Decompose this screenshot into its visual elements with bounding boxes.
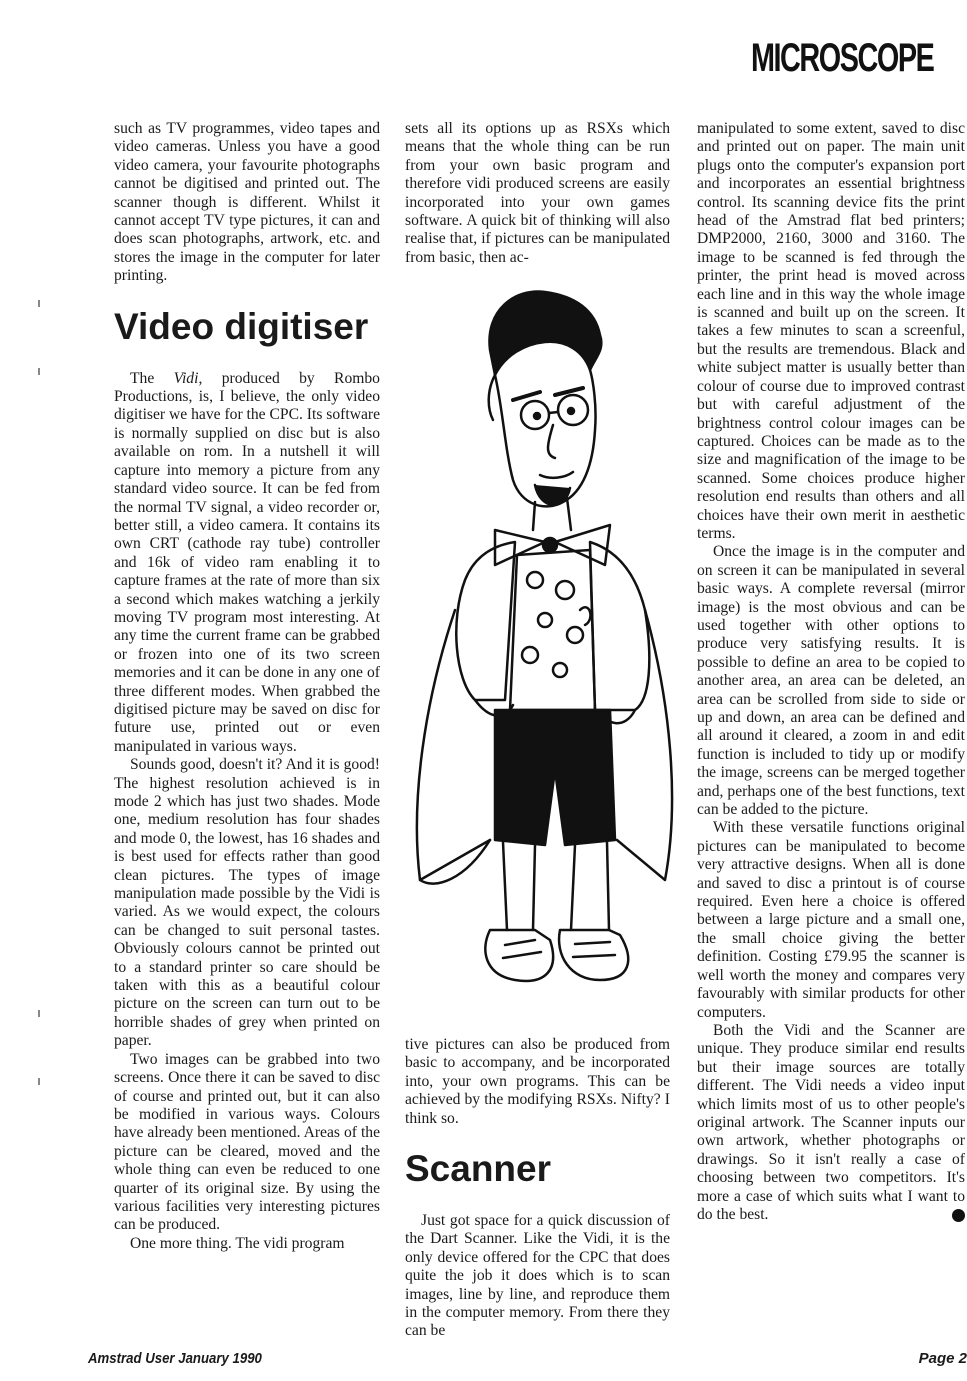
paragraph-two-images: Two images can be grabbed into two screens. Once there it can be saved to disc of course and printed out, but it can also be modified in various ways. Colours have already been mentioned. Areas of the picture can be cleared, moved and the whole thing can even be reduced to one quarter of its original size. By using the various facilities very interesting pictures can be produced. [114,1050,380,1234]
column-1 [114,120,380,1253]
footer-page-number: Page 2 [918,1350,967,1367]
paragraph-versatile: With these versatile functions original pictures can be manipulated to become very attractive designs. When all is done and saved to disc a printout is of course required. Even here a choice is offered between a large picture and a small one, the small choice giving the better definition. Costing £79.95 the scanner is well worth the money and compares very favourably with similar products for other computers. [697,819,965,1021]
margin-mark [38,1078,40,1085]
footer-publication: Amstrad User January 1990 [88,1350,262,1367]
heading-video-digitiser: Video digitiser [114,305,369,347]
paragraph-sounds-good: Sounds good, doesn't it? And it is good! The highest resolution achieved is in mode 2 which has just two shades. Mode one, medium resolution has four shades and mode 0, the lowest, has 16 shades and is best used for effects rather than good clean pictures. The types of image manipulation made possible by the Vidi is varied. As we would expect, the colours can be changed to suit personal tastes. Obviously colours cannot be printed out to a standard printer so care should be taken with this as a beautiful colour picture on the screen can turn out to be horrible shades of grey when printed on paper. [114,756,380,1050]
paragraph-rsx: sets all its options up as RSXs which means that the whole thing can be run from your own basic program and therefore vidi produced screens are easily incorporated into your own games software. A quick bit of thinking will also realise that, if pictures can be manipulated from basic, then ac- [405,120,670,266]
margin-mark [38,368,40,375]
paragraph-once-image: Once the image is in the computer and on screen it can be manipulated in several basic ways. A complete reversal (mirror image) is the most obvious and can be used together with other options to produce very satisfying results. It is possible to define an area to be copied to another area, an area can be deleted, an area can be scrolled from side to side or up and down, an area can be defined and all around it cleared, a zoom in and edit function is included to tidy up or modify the image, screens can be merged together and, perhaps one of the best functions, text can be added to the picture. [697,543,965,819]
heading-scanner: Scanner [405,1148,552,1190]
cartoon-illustration [395,280,680,1020]
paragraph-one-more: One more thing. The vidi program [130,1234,345,1252]
paragraph-dart-scanner: Just got space for a quick discussion of the Dart Scanner. Like the Vidi, it is the only device offered for the CPC that does quite the job it does which is to scan images, line by line, and reproduce them in the computer memory. From there they can be [405,1212,670,1340]
vidi-emphasis: Vidi [173,369,199,387]
column-2-bottom [405,1036,670,1341]
column-2 [405,120,670,267]
paragraph-both-unique: Both the Vidi and the Scanner are unique. They produce similar end results but their image sources are totally different. The Vidi needs a video input which limits most of us to other people's original artwork. The Scanner inputs our own artwork, whether photographs or drawings. So it isn't really a case of choosing between two competitors. It's more a case of which suits what I want to do the best. [697,1021,965,1223]
paragraph-active-pictures: tive pictures can also be produced from basic to accompany, and be incorporated into, your own programs. This can be achieved by the modifying RSXs. Nifty? I think so. [405,1036,670,1127]
paragraph-intro: such as TV programmes, video tapes and video cameras. Unless you have a good video camera, your favourite photographs cannot be digitised and printed out. The scanner though is different. Whilst it cannot accept TV type pictures, it can and does scan photographs, artwork, etc. and stores the image in the computer for later printing. [114,120,380,285]
paragraph-vidi: The Vidi, produced by Rombo Productions, is, I believe, the only video digitiser we have for the CPC. Its software is normally supplied on disc but is also available on rom. In a nutshell it will capture into memory a picture from any standard video source. It can be fed from the normal TV signal, a video recorder or, better still, a video camera. It contains its own CRT (cathode ray tube) controller and 16k of video ram enabling it to capture frames at the rate of more than six a second which makes watching a jerkily moving TV program most interesting. At any time the current frame can be grabbed or frozen into one of its two screen memories and it can be done in any one of three different modes. When grabbed the digitised picture may be saved on disc for future use, printed out or even manipulated in various ways. [114,369,380,755]
margin-mark [38,1010,40,1017]
margin-mark [38,300,40,307]
column-3 [697,120,965,1224]
end-bullet [952,1209,965,1222]
paragraph-manipulated: manipulated to some extent, saved to disc and printed out on paper. The main unit plugs onto the computer's expansion port and incorporates an essential brightness control. Its scanning device fits the print head of the Amstrad flat bed printers; DMP2000, 2160, 3000 and 3160. The image to be scanned is fed through the printer, the print head is moved across each line and in this way the whole image is scanned and built up on the screen. It takes a few minutes to scan a screenful, but the results are tremendous. Black and white subject matter is usually better than colour of course due to improved contrast but with careful adjustment of the brightness control colour images can be captured. Choices can be made as to the size and magnification of the image to be scanned. Some choices produce higher resolution end results than others and all choices have their own merit in aesthetic terms. [697,120,965,542]
masthead: MICROSCOPE [750,36,933,80]
